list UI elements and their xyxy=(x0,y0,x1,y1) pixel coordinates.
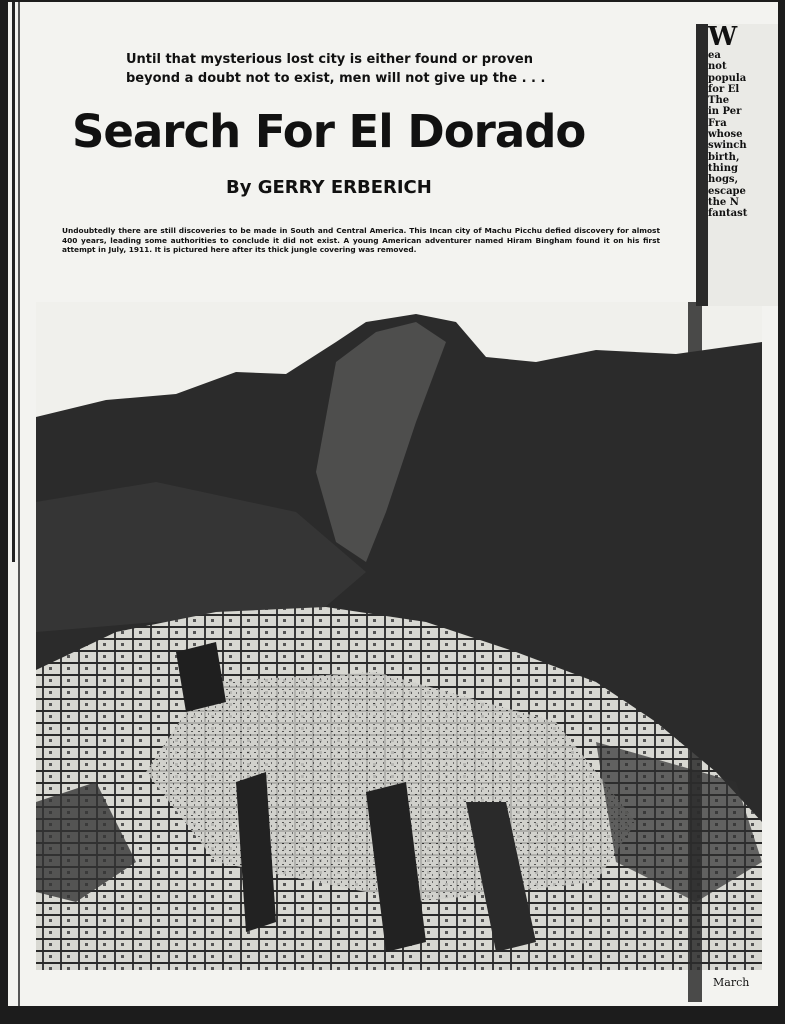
column-line: hogs, xyxy=(708,174,739,186)
page-spine-line-inner xyxy=(18,2,20,1006)
column-line: The xyxy=(708,95,730,107)
column-line: fantast xyxy=(708,208,748,220)
photo-caption: Undoubtedly there are still discoveries to be made in South and Central America. This Incan city of Machu Picchu defied discovery for almost 400 years, leading some authorities to conclude it did not exist. A young American adventurer named Hiram Bingham found it on his first attempt in July, 1911. It is pictured here after its thick jungle covering was removed. xyxy=(62,226,660,255)
column-line: swinch xyxy=(708,140,747,152)
column-line: W xyxy=(708,24,738,52)
column-line: not xyxy=(708,61,727,73)
page-spine-line xyxy=(12,2,15,562)
column-line: popula xyxy=(708,72,747,84)
machu-picchu-photo xyxy=(36,302,762,970)
column-line: thing xyxy=(708,162,738,174)
adjacent-page-column xyxy=(696,24,778,306)
column-line: birth, xyxy=(708,151,740,163)
column-line: for El xyxy=(708,83,740,95)
scan-edge-strip xyxy=(688,302,702,1002)
article-kicker: Until that mysterious lost city is either found or proven beyond a doubt not to exist, men will not give up the . . . xyxy=(126,52,546,86)
column-line: whose xyxy=(708,129,743,141)
article-title: Search For El Dorado xyxy=(72,105,586,158)
magazine-page xyxy=(8,2,778,1006)
column-line: escape xyxy=(708,185,746,197)
page-folio: March xyxy=(713,976,750,989)
article-byline: By GERRY ERBERICH xyxy=(226,177,432,198)
column-line: in Per xyxy=(708,106,742,118)
column-line: Fra xyxy=(708,117,727,129)
column-line: the N xyxy=(708,196,739,208)
column-line: ea xyxy=(708,50,721,61)
